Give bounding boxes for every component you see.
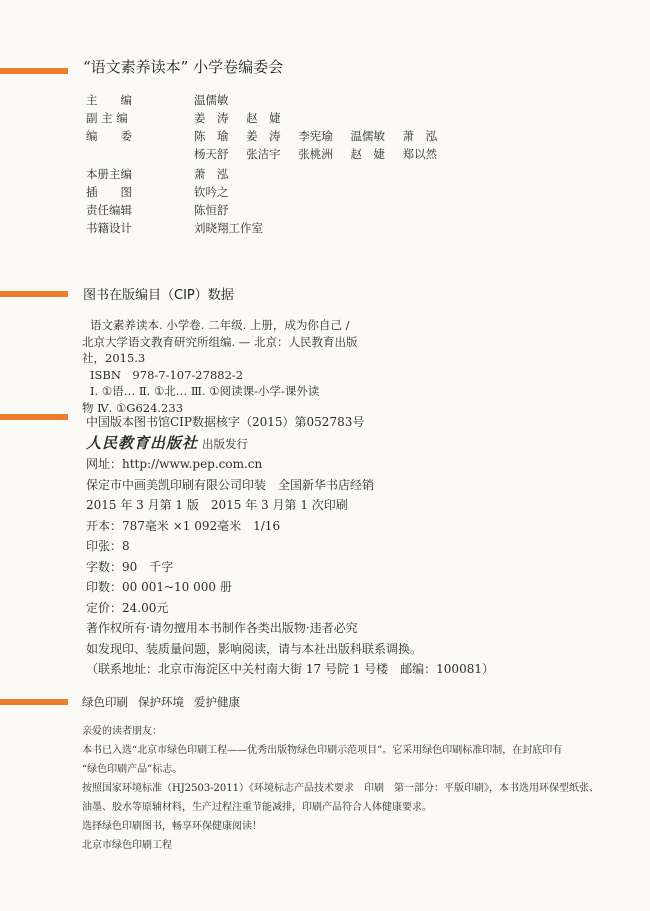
green-line: 北京市绿色印刷工程 [82,840,172,851]
imprint-line: 2015 年 3 月第 1 版 2015 年 3 月第 1 次印刷 [86,498,348,512]
committee-role: 编 委 [86,129,132,143]
green-line: 按照国家环境标准（HJ2503-2011）《环境标志产品技术要求 印刷 第一部分：平版印刷》，本书选用环保型纸张、 [82,783,600,794]
committee-name: 钦吟之 [194,185,229,199]
imprint-line: 著作权所有·请勿擅用本书制作各类出版物·违者必究 [86,621,358,635]
green-line: “绿色印刷产品”标志。 [82,764,183,775]
committee-names [194,146,451,162]
committee-role: 书籍设计 [86,221,132,235]
committee-name: 萧 泓 [402,129,438,143]
imprint-line: 保定市中画美凯印刷有限公司印装 全国新华书店经销 [86,477,375,492]
cip-line: 北京大学语文教育研究所组编. — 北京：人民教育出版 [82,334,358,349]
publisher-logo: 人民教育出版社 [86,433,199,452]
imprint-block [86,412,494,680]
green-line: 油墨、胶水等原辅材料，生产过程注重节能减排，印刷产品符合人体健康要求。 [82,802,432,813]
committee-name: 郑以然 [402,147,438,161]
cip-line: Ⅰ. ①语… Ⅱ. ①北… Ⅲ. ①阅读课-小学-课外读 [90,384,320,398]
green-title-part: 爱护健康 [194,695,240,709]
committee-names [194,92,243,108]
committee-name: 刘晓翔工作室 [194,221,263,235]
committee-role: 主 编 [86,93,132,107]
cip-line: ISBN 978-7-107-27882-2 [90,367,244,382]
committee-name: 温儒敏 [350,129,385,143]
green-line: 本书已入选“北京市绿色印刷工程——优秀出版物绿色印刷示范项目”。它采用绿色印刷标准印制，在封底印有 [82,745,563,756]
publisher-line [86,433,494,455]
green-printing-title [82,694,250,710]
green-line: 亲爱的读者朋友： [82,726,162,737]
cip-title: 图书在版编目（CIP）数据 [83,288,234,303]
committee-name: 李宪瑜 [298,129,333,143]
green-line: 选择绿色印刷图书，畅享环保健康阅读！ [82,821,262,832]
green-title-part: 保护环境 [138,695,184,709]
cip-line: 社，2015.3 [82,351,146,365]
committee-role: 责任编辑 [86,203,132,217]
committee-name: 陈 瑜 [194,129,229,143]
committee-role: 插 图 [86,185,132,199]
committee-role: 本册主编 [86,167,132,181]
cip-number: 中国版本图书馆CIP数据核字（2015）第052783号 [86,415,365,429]
committee-name: 张桃洲 [298,147,333,161]
imprint-line: 印数：00 001~10 000 册 [86,580,232,594]
committee-title: “语文素养读本” 小学卷编委会 [83,58,284,76]
accent-bar-green [0,699,68,705]
accent-bar-cip [0,291,68,297]
cip-block [82,317,382,416]
committee-names [194,184,243,200]
committee-name: 赵 婕 [246,111,281,125]
committee-names [194,166,243,182]
cip-line: 语文素养读本. 小学卷. 二年级. 上册，成为你自己 / [90,318,350,332]
committee-name: 赵 婕 [350,147,385,161]
committee-name: 温儒敏 [194,93,229,107]
committee-names [194,202,243,218]
committee-name: 姜 涛 [246,129,281,143]
accent-bar-imprint [0,414,68,420]
imprint-line: 定价：24.00元 [86,600,169,615]
committee-name: 陈恒舒 [194,203,229,217]
green-title-part: 绿色印刷 [82,695,128,709]
imprint-line: （联系地址：北京市海淀区中关村南大街 17 号院 1 号楼 邮编：100081） [86,662,494,676]
committee-names [194,128,451,144]
imprint-line: 字数：90 千字 [86,559,174,574]
imprint-line: 印张：8 [86,539,130,553]
imprint-line: 网址：http://www.pep.com.cn [86,457,263,471]
imprint-line: 开本：787毫米 ×1 092毫米 1/16 [86,518,281,533]
committee-names [194,110,295,126]
accent-bar-committee [0,68,68,74]
green-printing-notice [82,722,642,855]
committee-name: 张洁宇 [246,147,281,161]
cip-line: 物 Ⅳ. ①G624.233 [82,400,184,415]
imprint-line: 如发现印、装质量问题，影响阅读，请与本社出版科联系调换。 [86,641,423,656]
committee-name: 萧 泓 [194,167,229,181]
committee-name: 姜 涛 [194,111,229,125]
publisher-tag: 出版发行 [202,436,249,451]
committee-role: 副 主 编 [86,111,128,125]
committee-name: 杨天舒 [194,147,229,161]
committee-names [194,220,277,236]
